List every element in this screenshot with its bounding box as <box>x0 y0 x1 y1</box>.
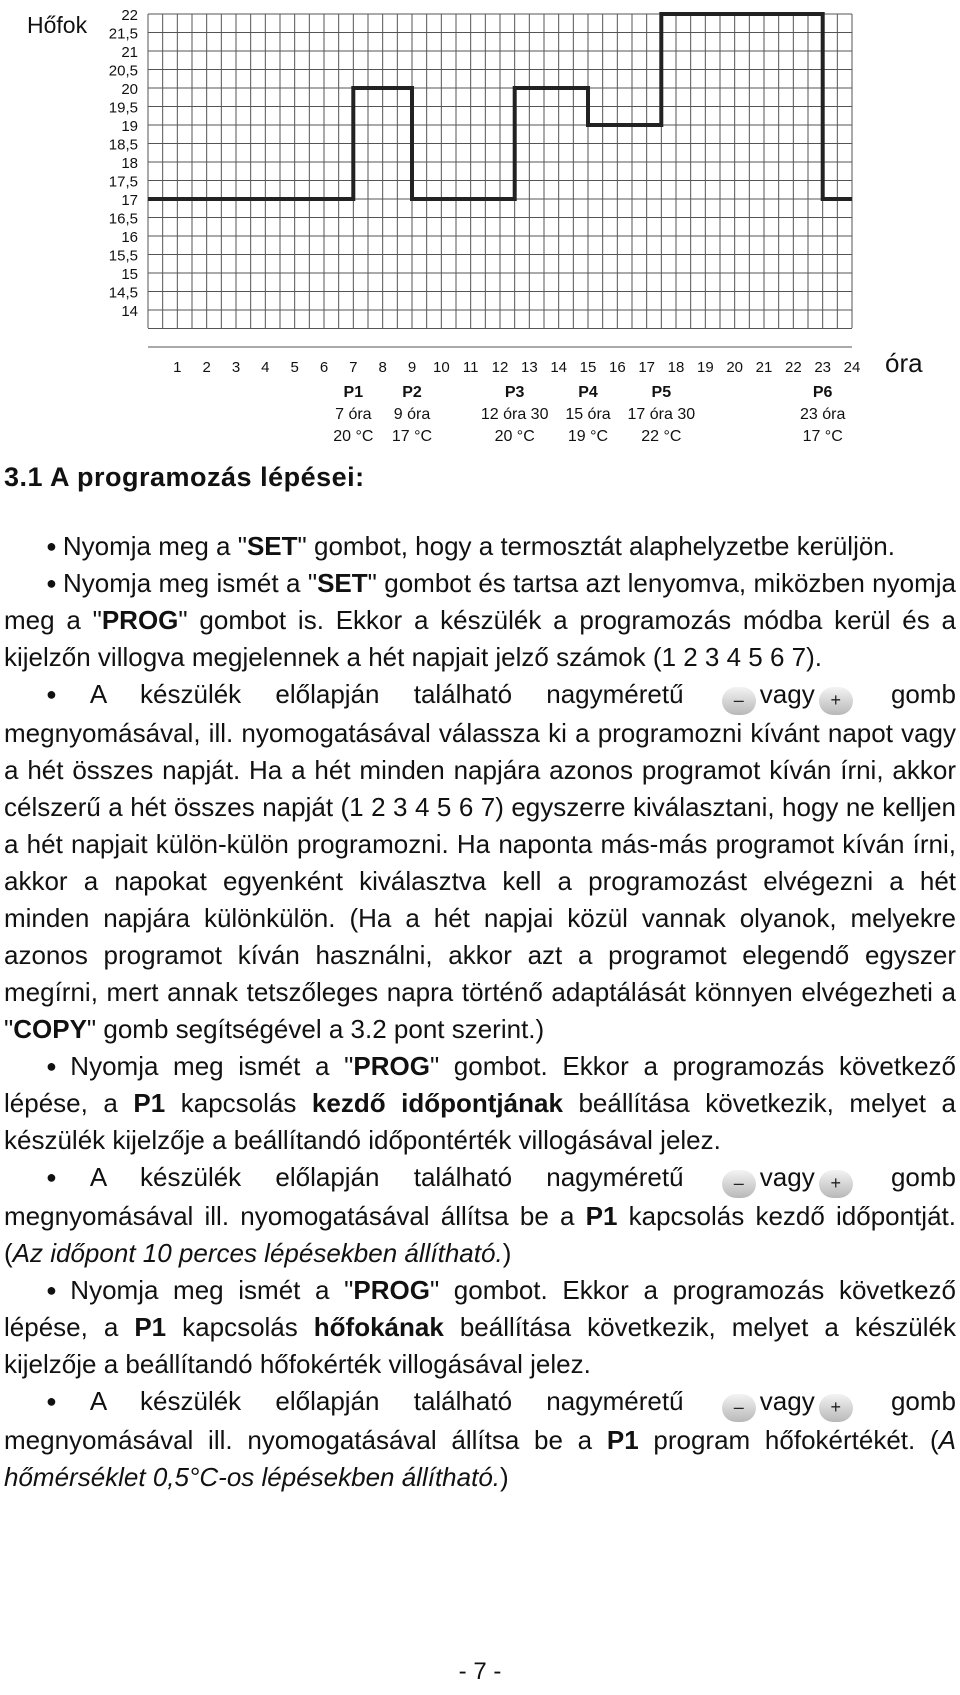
program-name: P2 <box>402 384 422 401</box>
instructions <box>4 528 956 1496</box>
y-axis-label: Hőfok <box>27 12 88 38</box>
program-temp: 17 °C <box>802 428 843 445</box>
program-time: 17 óra 30 <box>627 406 696 423</box>
x-tick-label: 6 <box>319 359 329 376</box>
y-tick-label: 18 <box>121 155 138 172</box>
x-tick-label: 7 <box>349 359 358 376</box>
y-tick-label: 14 <box>121 303 138 320</box>
paragraph-2: ● Nyomja meg ismét a "SET" gombot és tartsa azt lenyomva, miközben nyomja meg a "PROG" gombot is. Ekkor a készülék a programozás módba kerül és a kijelzőn villogva megjelennek a hét napjait jelző számok (1 2 3 4 5 6 7). <box>4 568 956 672</box>
page-number: - 7 - <box>458 1658 502 1685</box>
x-tick-label: 21 <box>755 359 773 376</box>
y-tick-label: 19 <box>121 118 138 135</box>
y-tick-label: 17 <box>121 192 138 209</box>
x-tick-label: 23 <box>814 359 832 376</box>
program-time: 9 óra <box>393 406 431 423</box>
x-tick-label: 18 <box>667 359 685 376</box>
x-tick-label: 3 <box>231 359 241 376</box>
y-tick-label: 16,5 <box>108 210 138 228</box>
bullet-icon: ● <box>46 573 58 593</box>
program-name: P6 <box>812 384 833 401</box>
program-time: 12 óra 30 <box>480 406 549 423</box>
plus-button-icon: + <box>819 687 853 715</box>
y-tick-label: 18,5 <box>108 136 138 154</box>
x-tick-label: 11 <box>462 359 479 376</box>
program-temp: 22 °C <box>641 428 682 445</box>
x-tick-label: 4 <box>261 359 270 376</box>
y-tick-label: 20,5 <box>108 62 138 80</box>
y-tick-label: 22 <box>121 7 138 24</box>
x-tick-label: 20 <box>726 359 744 376</box>
y-tick-label: 19,5 <box>108 99 138 117</box>
x-tick-label: 24 <box>843 359 861 376</box>
program-temp: 20 °C <box>494 428 535 445</box>
x-tick-label: 8 <box>378 359 387 376</box>
minus-button-icon: – <box>722 1394 756 1422</box>
bullet-icon: ● <box>46 1056 65 1076</box>
program-name: P1 <box>343 384 364 401</box>
x-tick-label: 16 <box>608 359 626 376</box>
paragraph-6: ● Nyomja meg ismét a "PROG" gombot. Ekkor a programozás következő lépése, a P1 kapcsolás hőfokának beállítása következik, melyet a készülék kijelzője a beállítandó hőfokérték villogásával jelez. <box>4 1275 957 1379</box>
y-tick-label: 15 <box>121 266 138 283</box>
paragraph-3: ● A készülék előlapján található nagyméretű – vagy + gomb megnyomásával, ill. nyomogatásával válassza ki a programozni kívánt napot vagy a hét összes napját. Ha a hét minden napjára azonos programot kíván írni, akkor célszerű a hét összes napját (1 2 3 4 5 6 7) egyszerre kiválasztani, hogy ne kelljen a hét napjait külön-külön programozni. Ha naponta más-más programot kíván írni, akkor a napokat egyenként kiválasztva kell a programozást elvégezni a hét minden napjára különkülön. (Ha a hét napjai közül vannak olyanok, melyekre azonos programot kíván használni, akkor azt a programot elegendő egyszer megírni, mert annak tetszőleges napra történő adaptálását könnyen elvégezheti a "COPY" gomb segítségével a 3.2 pont szerint.) <box>4 679 956 1044</box>
minus-button-icon: – <box>722 687 756 715</box>
plus-button-icon: + <box>819 1170 853 1198</box>
paragraph-5: ● A készülék előlapján található nagyméretű – vagy + gomb megnyomásával ill. nyomogatásával állítsa be a P1 kapcsolás kezdő időpontját. (Az időpont 10 perces lépésekben állítható.) <box>4 1162 956 1268</box>
paragraph-4: ● Nyomja meg ismét a "PROG" gombot. Ekkor a programozás következő lépése, a P1 kapcsolás kezdő időpontjának beállítása következik, melyet a készülék kijelzője a beállítandó időpontérték villogásával jelez. <box>4 1051 957 1155</box>
plus-button-icon: + <box>819 1394 853 1422</box>
bullet-icon: ● <box>46 1280 65 1300</box>
y-tick-label: 14,5 <box>108 284 138 302</box>
y-tick-label: 21,5 <box>108 25 138 43</box>
temperature-program-chart <box>0 0 960 470</box>
x-tick-labels <box>173 359 860 376</box>
chart-grid <box>148 14 852 347</box>
program-name: P3 <box>504 384 525 401</box>
x-tick-label: 12 <box>491 359 509 376</box>
x-tick-label: 19 <box>696 359 714 376</box>
x-tick-label: 22 <box>784 359 802 376</box>
program-time: 15 óra <box>565 406 611 423</box>
program-name: P4 <box>578 384 598 401</box>
y-tick-label: 20 <box>121 81 138 98</box>
program-labels <box>333 384 845 445</box>
bullet-icon: ● <box>46 1167 84 1187</box>
x-tick-label: 17 <box>638 359 656 376</box>
x-tick-label: 1 <box>173 359 182 376</box>
y-tick-label: 17,5 <box>108 173 138 191</box>
bullet-icon: ● <box>46 536 57 556</box>
y-tick-label: 16 <box>121 229 138 246</box>
x-tick-label: 5 <box>290 359 299 376</box>
y-tick-label: 15,5 <box>108 247 138 265</box>
section-title: 3.1 A programozás lépései: <box>4 462 365 492</box>
y-tick-label: 21 <box>121 44 138 61</box>
program-time: 7 óra <box>335 406 372 423</box>
x-tick-label: 9 <box>407 359 417 376</box>
paragraph-1: ● Nyomja meg a "SET" gombot, hogy a termosztát alaphelyzetbe kerüljön. <box>4 528 956 565</box>
program-time: 23 óra <box>799 406 846 423</box>
y-tick-labels <box>109 7 138 320</box>
x-tick-label: 15 <box>579 359 597 376</box>
minus-button-icon: – <box>722 1170 756 1198</box>
program-temp: 19 °C <box>567 428 609 445</box>
x-axis-label: óra <box>885 348 923 378</box>
program-temp: 17 °C <box>391 428 433 445</box>
bullet-icon: ● <box>46 684 84 704</box>
x-tick-label: 13 <box>520 359 538 376</box>
bullet-icon: ● <box>46 1391 84 1411</box>
paragraph-7: ● A készülék előlapján található nagyméretű – vagy + gomb megnyomásával ill. nyomogatásával állítsa be a P1 program hőfokértékét. (A hőmérséklet 0,5°C-os lépésekben állítható.) <box>4 1386 956 1492</box>
program-name: P5 <box>651 384 672 401</box>
x-tick-label: 10 <box>432 359 450 376</box>
x-tick-label: 14 <box>550 359 568 376</box>
x-tick-label: 2 <box>202 359 211 376</box>
program-temp: 20 °C <box>333 428 374 445</box>
